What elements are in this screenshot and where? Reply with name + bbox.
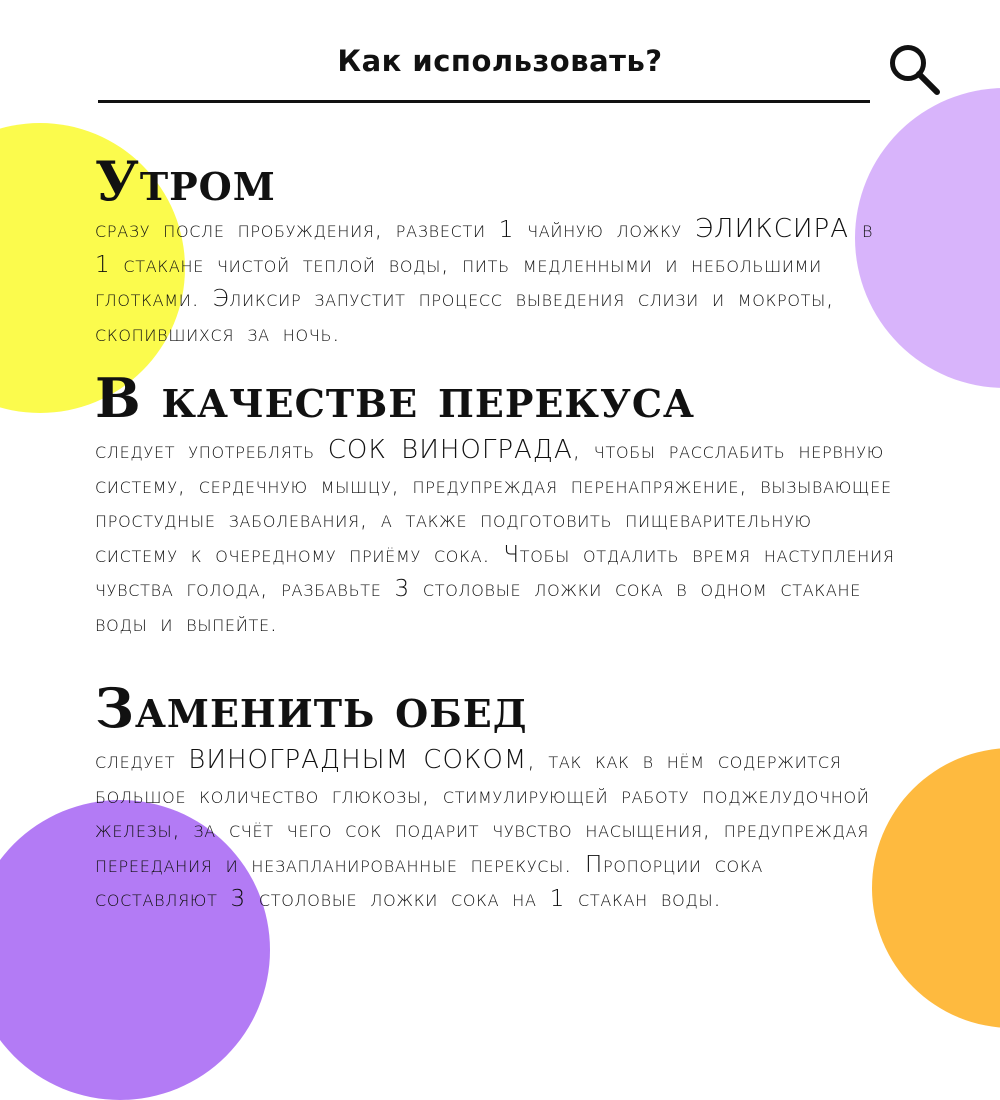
section-heading: В качестве перекуса [95,366,696,430]
search-icon [886,42,946,98]
section-lunch [95,676,895,917]
title-underline [98,100,870,103]
section-paragraph: сразу после пробуждения, развести 1 чайную ложку ЭЛИКСИРА в 1 стакане чистой теплой воды, пить медленными и небольшими глотками. Эликсир запустит процесс выведения слизи и мокроты, скопившихся за ночь. [95,214,874,347]
highlight-elixir: ЭЛИКСИРА [694,214,849,244]
search-button[interactable] [886,42,946,98]
section-heading: Заменить обед [95,676,528,740]
highlight-grape-juice-lunch: ВИНОГРАДНЫМ СОКОМ [188,745,528,775]
section-paragraph: следует употреблять СОК ВИНОГРАДА, чтобы расслабить нервную систему, сердечную мышцу, предупреждая перенапряжение, вызывающее простудные заболевания, а также подготовить пищеварительную систему к очередному приёму сока. Чтобы отдалить время наступления чувства голода, разбавьте 3 столовые ложки сока в одном стакане воды и выпейте. [95,435,895,637]
section-morning [95,149,895,351]
section-snack [95,366,895,641]
highlight-grape-juice: СОК ВИНОГРАДА [327,435,573,465]
section-paragraph: следует ВИНОГРАДНЫМ СОКОМ, так как в нём содержится большое количество глюкозы, стимулирующей работу поджелудочной железы, за счёт чего сок подарит чувство насыщения, предупреждая переедания и незапланированные перекусы. Пропорции сока составляют 3 столовые ложки сока на 1 стакан воды. [95,745,870,912]
section-heading: Утром [95,149,276,213]
page-title: Как использовать? [337,44,663,78]
